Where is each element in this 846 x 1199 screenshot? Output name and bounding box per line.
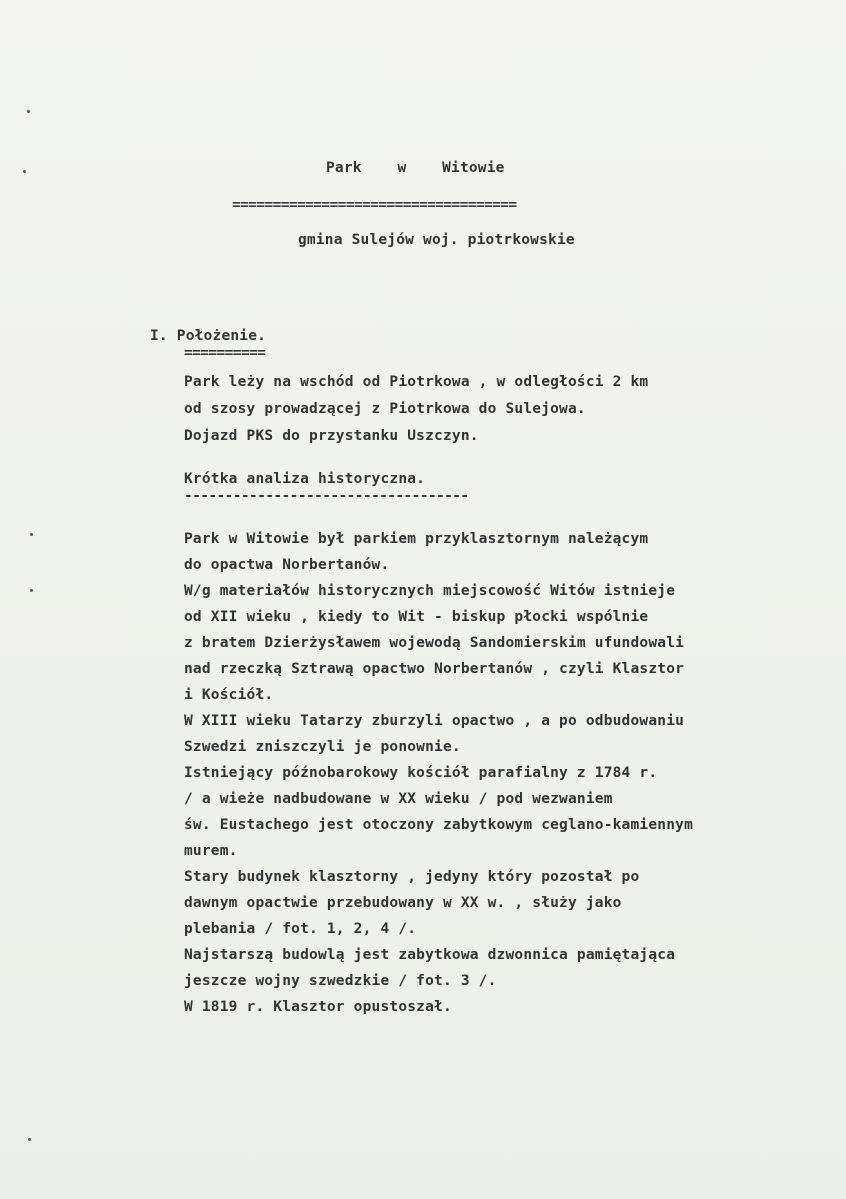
section-heading-underline: ----------------------------------- [184,488,469,504]
text-line: Dojazd PKS do przystanku Uszczyn. [184,428,479,444]
text-line: / a wieże nadbudowane w XX wieku / pod wezwaniem [184,791,613,807]
text-line: Park w Witowie był parkiem przyklasztornym należącym [184,531,649,547]
text-line: Stary budynek klasztorny , jedyny który pozostał po [184,869,640,885]
text-line: W XIII wieku Tatarzy zburzyli opactwo , a po odbudowaniu [184,713,685,729]
text-line: nad rzeczką Sztrawą opactwo Norbertanów , czyli Klasztor [184,661,685,677]
text-line: plebania / fot. 1, 2, 4 /. [184,921,417,937]
text-line: W/g materiałów historycznych miejscowość Witów istnieje [184,583,676,599]
text-line: murem. [184,843,238,859]
text-line: Szwedzi zniszczyli je ponownie. [184,739,461,755]
document-title: Park w Witowie [326,160,505,176]
text-line: Istniejący późnobarokowy kościół parafialny z 1784 r. [184,765,658,781]
margin-mark [30,533,33,536]
text-line: Najstarszą budowlą jest zabytkowa dzwonnica pamiętająca [184,947,676,963]
margin-mark [28,1138,31,1141]
text-line: z bratem Dzierżysławem wojewodą Sandomierskim ufundowali [184,635,685,651]
text-line: od XII wieku , kiedy to Wit - biskup płocki wspólnie [184,609,649,625]
text-line: Park leży na wschód od Piotrkowa , w odległości 2 km [184,374,649,390]
text-line: i Kościół. [184,687,274,703]
text-line: św. Eustachego jest otoczony zabytkowym ceglano-kamiennym [184,817,693,833]
section-heading-history: Krótka analiza historyczna. [184,471,426,487]
text-line: W 1819 r. Klasztor opustoszał. [184,999,452,1015]
text-line: jeszcze wojny szwedzkie / fot. 3 /. [184,973,497,989]
margin-mark [30,589,33,592]
title-underline: =================================== [232,197,517,213]
margin-mark [27,110,30,113]
text-line: dawnym opactwie przebudowany w XX w. , służy jako [184,895,622,911]
section-heading-underline: ========== [184,345,266,361]
document-subtitle: gmina Sulejów woj. piotrkowskie [298,232,575,248]
text-line: od szosy prowadzącej z Piotrkowa do Sulejowa. [184,401,586,417]
section-heading-location: I. Położenie. [150,328,267,344]
text-line: do opactwa Norbertanów. [184,557,390,573]
margin-mark [23,170,26,173]
